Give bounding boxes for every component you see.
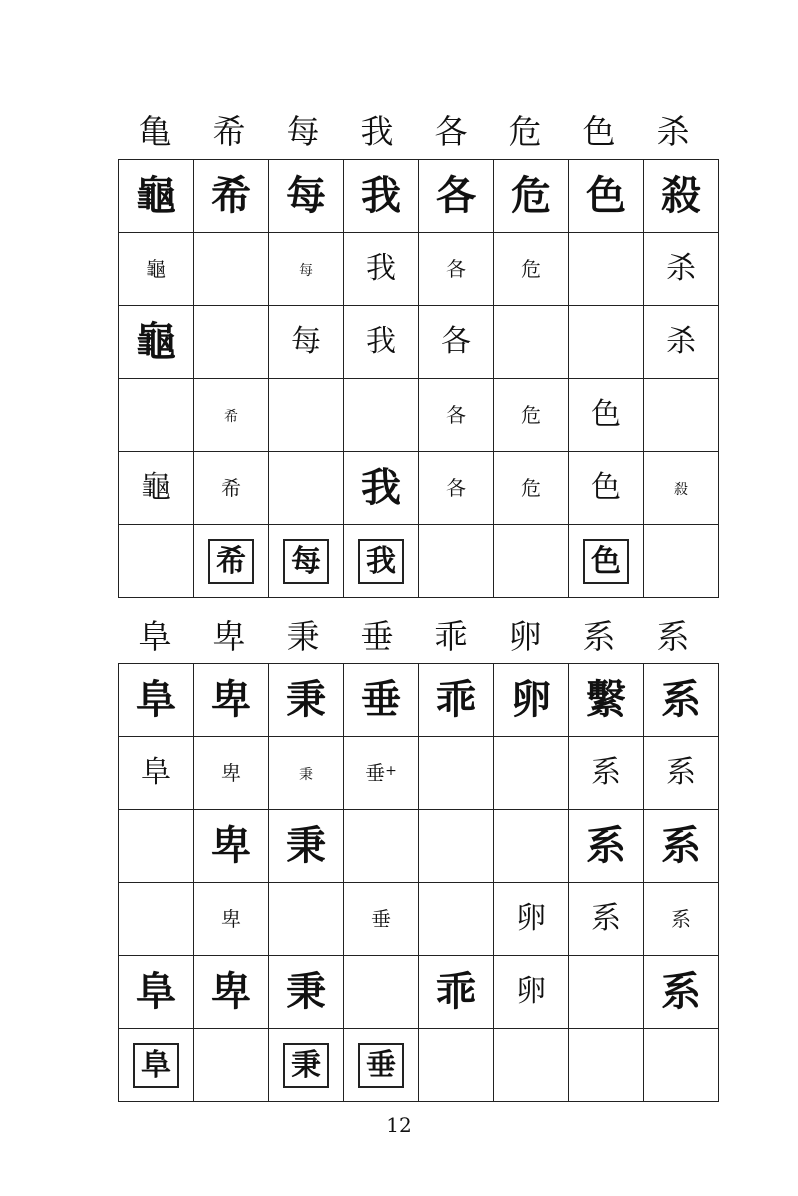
table1-cell: [644, 379, 719, 452]
ancient-glyph: 系: [671, 906, 691, 931]
table1-cell: [569, 452, 644, 525]
table1-header-char: 希: [212, 112, 246, 151]
table1-cell: [269, 306, 344, 379]
table2-header-char: 系: [582, 617, 616, 656]
ancient-glyph: 卑: [221, 906, 241, 931]
table1-row: [119, 379, 719, 452]
seal-glyph: 阜: [133, 1043, 179, 1088]
ancient-glyph: 繫: [586, 676, 626, 723]
table1-row: [119, 306, 719, 379]
table1-cell: [194, 233, 269, 306]
ancient-glyph: 危: [521, 402, 541, 427]
table2-cell: [269, 1029, 344, 1102]
ancient-glyph: 希: [221, 475, 241, 500]
table2-cell: [194, 883, 269, 956]
table2-cell: [269, 810, 344, 883]
table2-cell: [419, 737, 494, 810]
ancient-glyph: 色: [591, 470, 621, 505]
ancient-glyph: 卵: [516, 974, 546, 1009]
table1-cell: [644, 233, 719, 306]
ancient-glyph: 垂: [371, 906, 391, 931]
table1-row: [119, 452, 719, 525]
ancient-glyph: 希: [224, 408, 238, 425]
seal-glyph: 我: [358, 539, 404, 584]
ancient-glyph: 卵: [516, 901, 546, 936]
table2-header-char: 垂: [360, 617, 394, 656]
table1-cell: [194, 160, 269, 233]
table2-cell: [344, 810, 419, 883]
table1-header-char: 杀: [656, 112, 690, 151]
table2-cell: [419, 956, 494, 1029]
seal-glyph: 垂: [358, 1043, 404, 1088]
table1-cell: [644, 452, 719, 525]
table2-header-char: 卑: [212, 617, 246, 656]
ancient-glyph: 系: [666, 755, 696, 790]
ancient-glyph: 龜: [141, 470, 171, 505]
ancient-glyph: 卵: [511, 676, 551, 723]
table2-cell: [494, 883, 569, 956]
table2-cell: [569, 883, 644, 956]
table2-cell: [419, 1029, 494, 1102]
table1-cell: [119, 233, 194, 306]
table1-cell: [344, 452, 419, 525]
table2-cell: [269, 664, 344, 737]
table1-cell: [419, 379, 494, 452]
table2-header-char: 乖: [434, 617, 468, 656]
table2-header-char: 系: [656, 617, 690, 656]
ancient-glyph: 秉: [299, 766, 313, 783]
ancient-glyph: 龜: [146, 256, 166, 281]
table2-cell: [419, 664, 494, 737]
table1-cell: [419, 452, 494, 525]
ancient-glyph: 各: [441, 324, 471, 359]
table1-cell: [269, 379, 344, 452]
ancient-glyph: 杀: [666, 251, 696, 286]
ancient-glyph: 垂: [365, 760, 386, 785]
table1-cell: [119, 525, 194, 598]
seal-glyph: 色: [583, 539, 629, 584]
table2-row: [119, 883, 719, 956]
ancient-glyph: 每: [286, 172, 326, 219]
table1-cell: [119, 452, 194, 525]
page-number: 12: [386, 1113, 412, 1137]
ancient-glyph: 危: [521, 475, 541, 500]
ancient-glyph: 色: [591, 397, 621, 432]
table2-cell: [119, 810, 194, 883]
ancient-glyph: 系: [591, 901, 621, 936]
table2-cell: [119, 664, 194, 737]
table2-header-char: 秉: [286, 617, 320, 656]
table2-header-char: 卵: [508, 617, 542, 656]
table2-cell: [494, 956, 569, 1029]
ancient-glyph: 龜: [136, 172, 176, 219]
table2-row: [119, 737, 719, 810]
ancient-glyph: 我: [361, 172, 401, 219]
table2-cell: [419, 883, 494, 956]
table1-header-char: 每: [286, 112, 320, 151]
table2-cell: [494, 664, 569, 737]
cell-mark: +: [385, 762, 397, 779]
table2-cell: [119, 956, 194, 1029]
ancient-glyph: 龜: [136, 318, 176, 365]
ancient-glyph: 卑: [211, 822, 251, 869]
ancient-glyph: 阜: [136, 968, 176, 1015]
table2-cell: [119, 1029, 194, 1102]
seal-glyph: 每: [283, 539, 329, 584]
table1-cell: [494, 525, 569, 598]
table2-cell: [494, 810, 569, 883]
ancient-glyph: 各: [446, 475, 466, 500]
table2-cell: [644, 1029, 719, 1102]
table2-cell: [644, 737, 719, 810]
table1-glyph-grid: [118, 159, 719, 598]
ancient-glyph: 各: [446, 402, 466, 427]
table1-cell: [419, 306, 494, 379]
table2-cell: [569, 664, 644, 737]
ancient-glyph: 危: [521, 256, 541, 281]
table2-cell: [269, 956, 344, 1029]
table1-cell: [569, 233, 644, 306]
table2-cell: [419, 810, 494, 883]
table1-cell: [569, 160, 644, 233]
table2-cell: [569, 956, 644, 1029]
table1-cell: [419, 525, 494, 598]
table1-header-row: [118, 112, 710, 152]
table2-row: [119, 1029, 719, 1102]
table1-header-char: 我: [360, 112, 394, 151]
table1-cell: [344, 525, 419, 598]
table1-cell: [119, 160, 194, 233]
ancient-glyph: 卑: [211, 676, 251, 723]
table2-cell: [269, 737, 344, 810]
table1-cell: [194, 452, 269, 525]
table1-cell: [269, 525, 344, 598]
table2-header-char: 阜: [138, 617, 172, 656]
table1-header-char: 各: [434, 112, 468, 151]
table1-row: [119, 525, 719, 598]
table1-cell: [569, 525, 644, 598]
table2-cell: [269, 883, 344, 956]
table2-header-row: [118, 617, 710, 657]
table1-cell: [644, 160, 719, 233]
table2-cell: [119, 883, 194, 956]
table2-cell: [344, 883, 419, 956]
ancient-glyph: 秉: [286, 676, 326, 723]
table1-cell: [644, 525, 719, 598]
table2-cell: [194, 737, 269, 810]
table1-cell: [269, 233, 344, 306]
ancient-glyph: 卑: [211, 968, 251, 1015]
table2-cell: [494, 737, 569, 810]
table1-cell: [344, 306, 419, 379]
ancient-glyph: 乖: [436, 968, 476, 1015]
ancient-glyph: 系: [591, 755, 621, 790]
table2-cell: [644, 883, 719, 956]
table1-cell: [119, 306, 194, 379]
table2-cell: [569, 1029, 644, 1102]
table1-cell: [419, 160, 494, 233]
ancient-glyph: 卑: [221, 760, 241, 785]
table1-cell: [419, 233, 494, 306]
table1-cell: [194, 525, 269, 598]
ancient-glyph: 各: [446, 256, 466, 281]
table1-cell: [194, 379, 269, 452]
ancient-glyph: 秉: [286, 822, 326, 869]
ancient-glyph: 我: [366, 324, 396, 359]
ancient-glyph: 每: [291, 324, 321, 359]
table2-cell: [344, 737, 419, 810]
table2-cell: [569, 810, 644, 883]
table2-row: [119, 956, 719, 1029]
table2-cell: [644, 810, 719, 883]
ancient-glyph: 殺: [661, 172, 701, 219]
ancient-glyph: 系: [661, 968, 701, 1015]
table1-cell: [494, 452, 569, 525]
ancient-glyph: 各: [436, 172, 476, 219]
table2-cell: [494, 1029, 569, 1102]
ancient-glyph: 系: [586, 822, 626, 869]
table1-row: [119, 160, 719, 233]
seal-glyph: 秉: [283, 1043, 329, 1088]
table1-cell: [119, 379, 194, 452]
table2-cell: [194, 956, 269, 1029]
table1-cell: [344, 160, 419, 233]
ancient-glyph: 我: [366, 251, 396, 286]
ancient-glyph: 色: [586, 172, 626, 219]
ancient-glyph: 阜: [141, 755, 171, 790]
table2-cell: [344, 1029, 419, 1102]
table1-cell: [194, 306, 269, 379]
ancient-glyph: 杀: [666, 324, 696, 359]
ancient-glyph: 危: [511, 172, 551, 219]
table1-row: [119, 233, 719, 306]
ancient-glyph: 系: [661, 822, 701, 869]
table1-header-char: 危: [508, 112, 542, 151]
table2-cell: [194, 1029, 269, 1102]
table2-cell: [644, 956, 719, 1029]
table2-cell: [119, 737, 194, 810]
table2-cell: [194, 664, 269, 737]
table1-cell: [494, 379, 569, 452]
table2-cell: [344, 956, 419, 1029]
table1-cell: [569, 379, 644, 452]
table1-cell: [494, 233, 569, 306]
table1-cell: [269, 452, 344, 525]
table1-cell: [494, 160, 569, 233]
ancient-glyph: 秉: [286, 968, 326, 1015]
table1-cell: [344, 379, 419, 452]
ancient-glyph: 系: [661, 676, 701, 723]
table2-glyph-grid: [118, 663, 719, 1102]
ancient-glyph: 我: [361, 464, 401, 511]
table1-cell: [269, 160, 344, 233]
ancient-glyph: 阜: [136, 676, 176, 723]
table1-cell: [644, 306, 719, 379]
ancient-glyph: 殺: [674, 481, 688, 498]
ancient-glyph: 垂: [361, 676, 401, 723]
table2-cell: [569, 737, 644, 810]
table2-row: [119, 810, 719, 883]
ancient-glyph: 乖: [436, 676, 476, 723]
ancient-glyph: 希: [211, 172, 251, 219]
table1-cell: [344, 233, 419, 306]
table2-cell: [194, 810, 269, 883]
table1-header-char: 亀: [138, 112, 172, 151]
ancient-glyph: 每: [299, 262, 313, 279]
table2-cell: [344, 664, 419, 737]
seal-glyph: 希: [208, 539, 254, 584]
table2-cell: [644, 664, 719, 737]
table1-cell: [494, 306, 569, 379]
table2-row: [119, 664, 719, 737]
table1-header-char: 色: [582, 112, 616, 151]
table1-cell: [569, 306, 644, 379]
